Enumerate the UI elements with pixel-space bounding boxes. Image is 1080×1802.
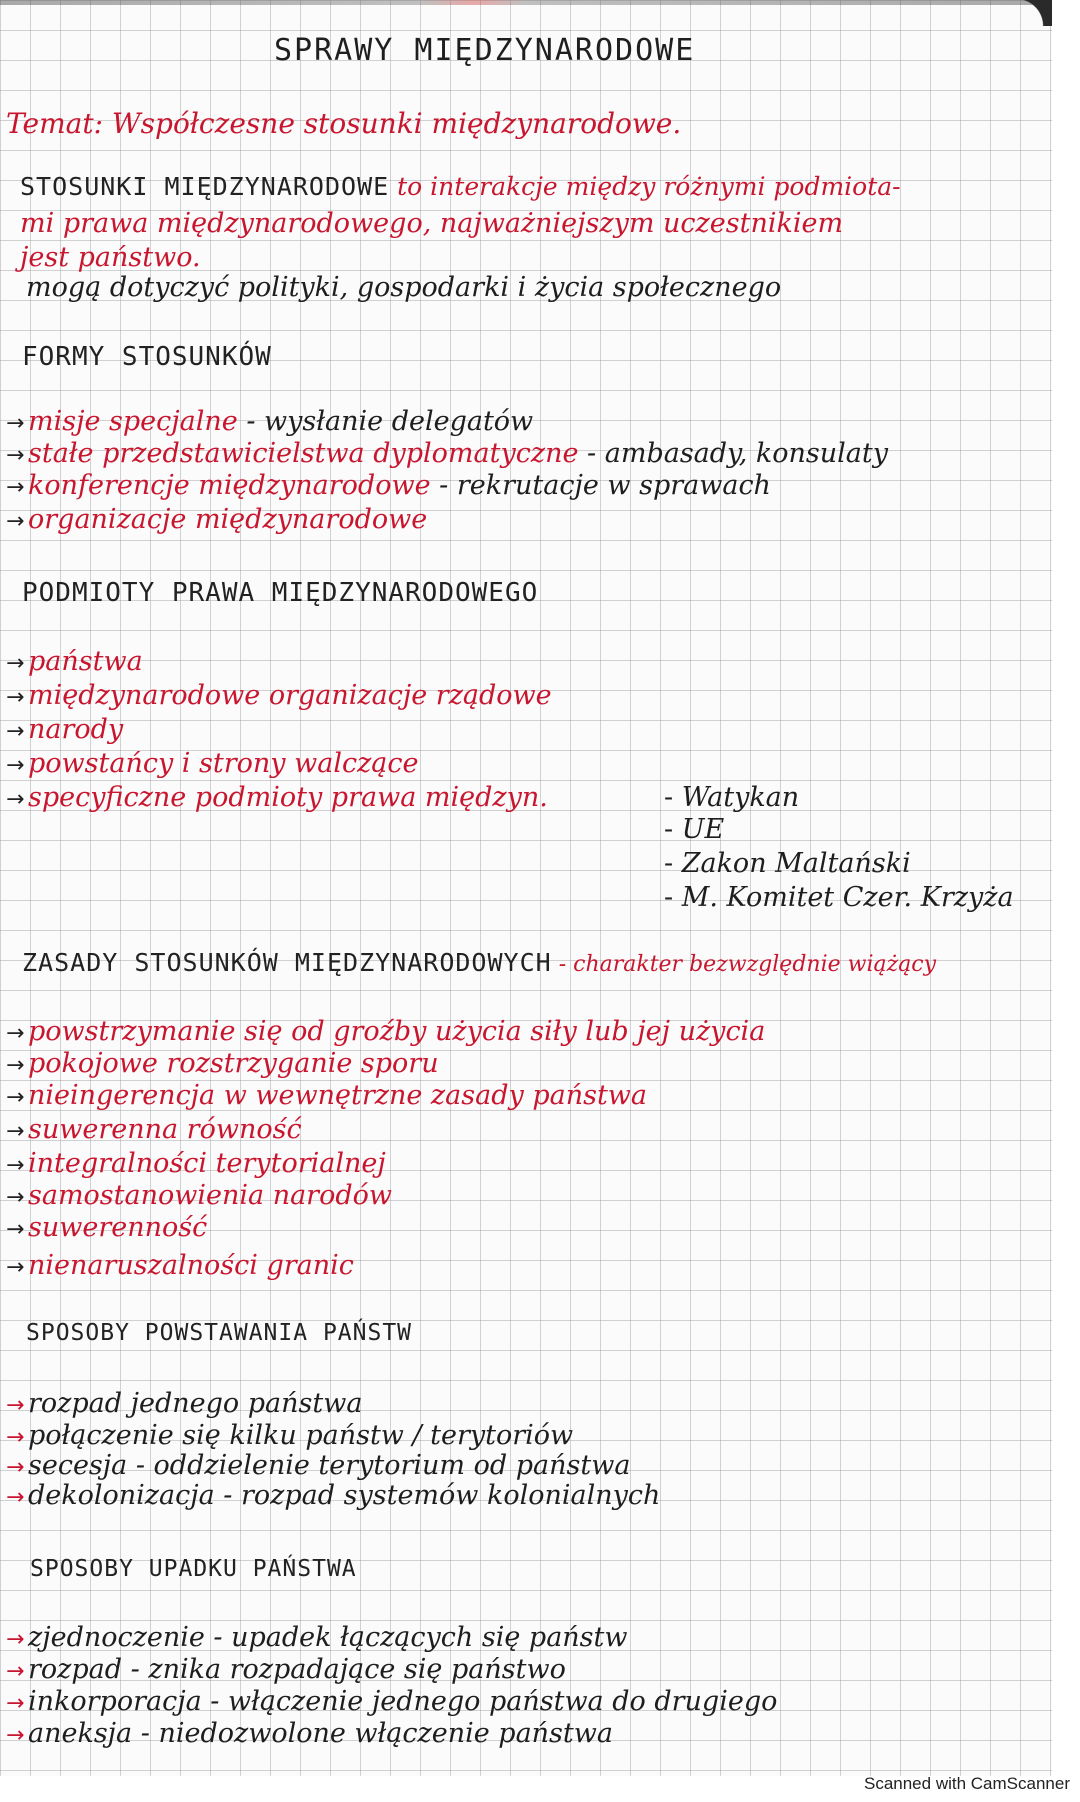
arrow-icon: →	[6, 1053, 25, 1078]
formation-item	[6, 1452, 630, 1479]
definition-line-1	[20, 174, 901, 199]
fall-item-text: rozpad - znika rozpadające się państwo	[28, 1654, 566, 1685]
arrow-icon: →	[6, 1659, 25, 1684]
principles-item	[6, 1116, 302, 1143]
formation-heading: SPOSOBY POWSTAWANIA PAŃSTW	[26, 1320, 413, 1346]
subjects-item	[6, 716, 123, 743]
specific-subject: - M. Komitet Czer. Krzyża	[664, 882, 1014, 913]
definition-line-3: jest państwo.	[20, 242, 201, 273]
principles-item-text: samostanowienia narodów	[28, 1180, 392, 1211]
arrow-icon: →	[6, 787, 25, 812]
fall-heading: SPOSOBY UPADKU PAŃSTWA	[30, 1556, 357, 1582]
principles-item-text: suwerenna równość	[28, 1114, 302, 1145]
subjects-heading: PODMIOTY PRAWA MIĘDZYNARODOWEGO	[22, 578, 539, 608]
arrow-icon: →	[6, 1485, 25, 1510]
subjects-item	[6, 682, 552, 709]
specific-subject: - Watykan	[664, 782, 800, 813]
subjects-item-text: specyficzne podmioty prawa międzyn.	[28, 782, 548, 813]
arrow-icon: →	[6, 1185, 25, 1210]
principles-item	[6, 1050, 439, 1077]
formation-item	[6, 1482, 660, 1509]
arrow-icon: →	[6, 1455, 25, 1480]
forms-item-detail: - ambasady, konsulaty	[578, 438, 888, 469]
definition-line-2: mi prawa międzynarodowego, najważniejszym uczestnikiem	[20, 208, 844, 239]
formation-item-text: dekolonizacja - rozpad systemów kolonialnych	[28, 1480, 661, 1511]
forms-item-detail: - rekrutacje w sprawach	[430, 470, 771, 501]
fall-item	[6, 1688, 777, 1715]
fall-item	[6, 1624, 628, 1651]
principles-item-text: powstrzymanie się od groźby użycia siły lub jej użycia	[28, 1016, 766, 1047]
forms-item-label: konferencje międzynarodowe	[28, 470, 431, 501]
page-top-edge	[0, 0, 1052, 5]
principles-item-text: nieingerencja w wewnętrzne zasady państwa	[28, 1080, 648, 1111]
topic-line: Temat: Współczesne stosunki międzynarodowe.	[6, 107, 682, 140]
arrow-icon: →	[6, 1723, 25, 1748]
formation-item	[6, 1422, 573, 1449]
subjects-item-text: narody	[28, 714, 124, 745]
definition-line-4: mogą dotyczyć polityki, gospodarki i życia społecznego	[26, 272, 782, 303]
principles-item	[6, 1182, 392, 1209]
forms-item	[6, 440, 888, 467]
principles-item-text: nienaruszalności granic	[28, 1250, 354, 1281]
page-corner-shadow	[1016, 0, 1052, 26]
principles-item-text: integralności terytorialnej	[28, 1148, 386, 1179]
specific-subject: - UE	[664, 814, 725, 845]
forms-item-label: organizacje międzynarodowe	[28, 504, 428, 535]
arrow-icon: →	[6, 1021, 25, 1046]
forms-item-detail: - wysłanie delegatów	[237, 406, 534, 437]
fall-item	[6, 1720, 613, 1747]
arrow-icon: →	[6, 685, 25, 710]
arrow-icon: →	[6, 475, 25, 500]
principles-heading: ZASADY STOSUNKÓW MIĘDZYNARODOWYCH	[22, 948, 552, 977]
formation-item	[6, 1390, 362, 1417]
specific-subject-text: Zakon Maltański	[681, 848, 911, 879]
subjects-item-text: powstańcy i strony walczące	[28, 748, 419, 779]
principles-item-text: suwerenność	[28, 1212, 208, 1243]
formation-item-text: secesja - oddzielenie terytorium od państwa	[28, 1450, 631, 1481]
definition-term: STOSUNKI MIĘDZYNARODOWE	[20, 172, 390, 201]
scanner-watermark: Scanned with CamScanner	[863, 1774, 1070, 1793]
subjects-item-text: międzynarodowe organizacje rządowe	[28, 680, 552, 711]
fall-item	[6, 1656, 566, 1683]
definition-text-1: to interakcje między różnymi podmiota-	[389, 172, 901, 201]
subjects-item-text: państwa	[28, 646, 143, 677]
arrow-icon: →	[6, 509, 25, 534]
arrow-icon: →	[6, 1691, 25, 1716]
arrow-icon: →	[6, 1153, 25, 1178]
principles-item	[6, 1018, 765, 1045]
fall-item-text: zjednoczenie - upadek łączących się państw	[28, 1622, 628, 1653]
principles-item	[6, 1214, 207, 1241]
arrow-icon: →	[6, 1627, 25, 1652]
arrow-icon: →	[6, 719, 25, 744]
formation-item-text: rozpad jednego państwa	[28, 1388, 363, 1419]
arrow-icon: →	[6, 443, 25, 468]
subjects-item	[6, 648, 143, 675]
formation-item-text: połączenie się kilku państw / terytoriów	[28, 1420, 574, 1451]
principles-item	[6, 1082, 647, 1109]
arrow-icon: →	[6, 411, 25, 436]
subjects-item	[6, 750, 419, 777]
arrow-icon: →	[6, 651, 25, 676]
principles-note: - charakter bezwzględnie wiążący	[551, 952, 937, 977]
principles-heading-line	[22, 950, 936, 976]
arrow-icon: →	[6, 1425, 25, 1450]
forms-heading: FORMY STOSUNKÓW	[22, 342, 272, 372]
arrow-icon: →	[6, 1255, 25, 1280]
principles-item-text: pokojowe rozstrzyganie sporu	[28, 1048, 439, 1079]
specific-subject-text: Watykan	[681, 782, 800, 813]
arrow-icon: →	[6, 1393, 25, 1418]
specific-subject-text: M. Komitet Czer. Krzyża	[681, 882, 1014, 913]
forms-item	[6, 408, 533, 435]
fall-item-text: aneksja - niedozwolone włączenie państwa	[28, 1718, 613, 1749]
arrow-icon: →	[6, 1217, 25, 1242]
forms-item-label: misje specjalne	[28, 406, 238, 437]
forms-item-label: stałe przedstawicielstwa dyplomatyczne	[28, 438, 579, 469]
specific-subject: - Zakon Maltański	[664, 848, 911, 879]
arrow-icon: →	[6, 1119, 25, 1144]
page-title: SPRAWY MIĘDZYNARODOWE	[274, 33, 696, 68]
subjects-item	[6, 784, 548, 811]
arrow-icon: →	[6, 1085, 25, 1110]
principles-item	[6, 1252, 354, 1279]
fall-item-text: inkorporacja - włączenie jednego państwa do drugiego	[28, 1686, 778, 1717]
arrow-icon: →	[6, 753, 25, 778]
specific-subject-text: UE	[681, 814, 725, 845]
forms-item	[6, 472, 771, 499]
forms-item	[6, 506, 427, 533]
principles-item	[6, 1150, 386, 1177]
